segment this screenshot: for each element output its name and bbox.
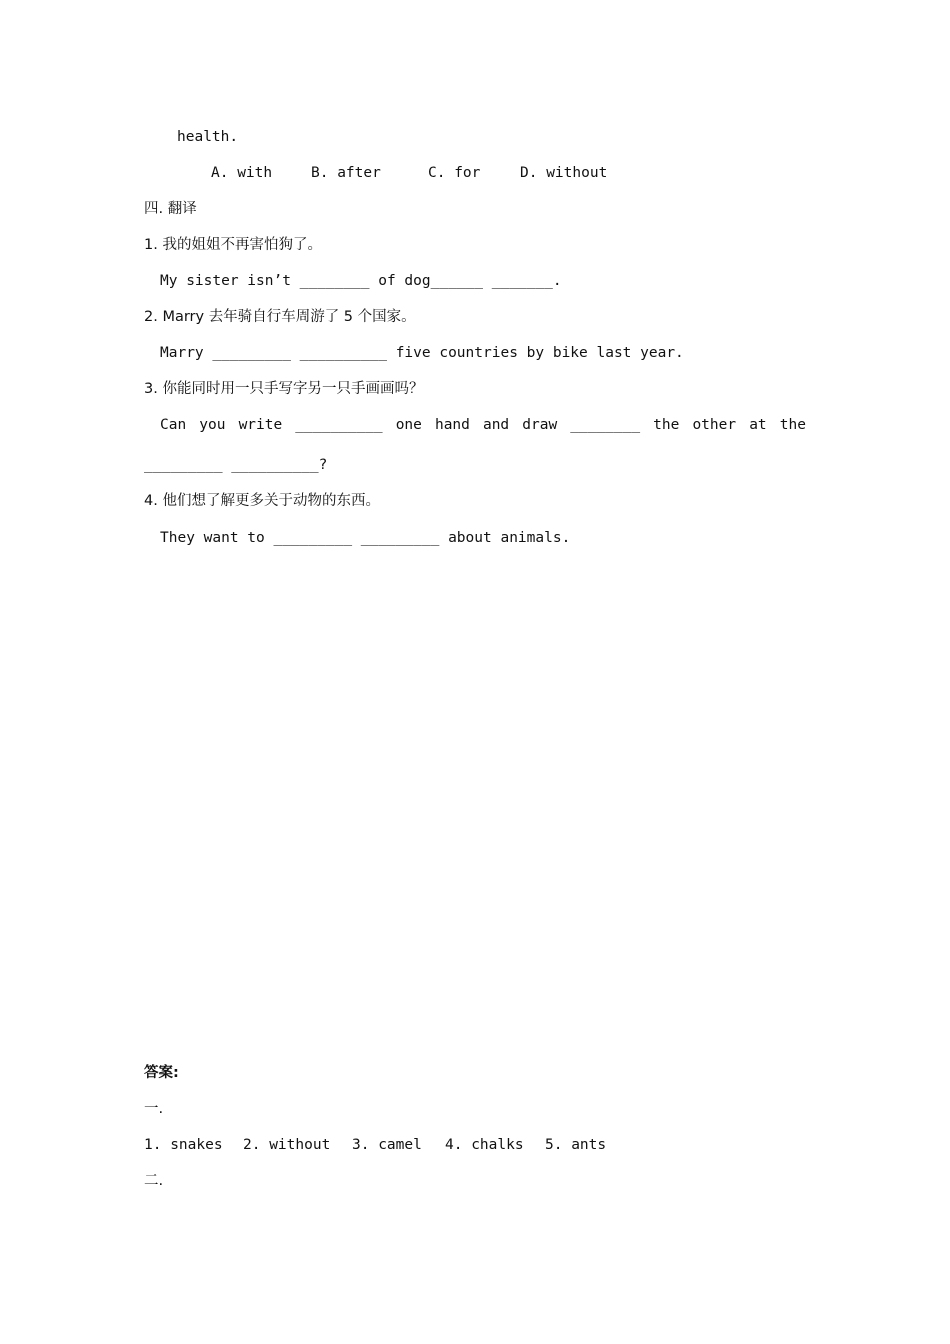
q3-word: hand (434, 417, 470, 433)
q3-word: write (238, 417, 283, 433)
carryover-text: health. (177, 129, 239, 145)
q3-word: the (653, 417, 680, 433)
q3-word: draw (522, 417, 558, 433)
question-2-en: Marry _________ __________ five countries by bike last year. (160, 345, 684, 361)
answers-part-1-label: 一. (144, 1101, 164, 1117)
option-a: A. with (211, 165, 273, 181)
question-1-cn: 1. 我的姐姐不再害怕狗了。 (144, 237, 322, 253)
q3-word: you (199, 417, 226, 433)
q3-blank: ________ (570, 417, 641, 433)
q3-word: one (395, 417, 422, 433)
q3-word: at (749, 417, 767, 433)
option-b: B. after (311, 165, 381, 181)
q3-word: and (482, 417, 510, 433)
answers-heading: 答案: (144, 1065, 179, 1081)
question-3-cn: 3. 你能同时用一只手写字另一只手画画吗？ (144, 381, 424, 397)
question-2-cn: 2. Marry 去年骑自行车周游了 5 个国家。 (144, 309, 416, 325)
question-4-en: They want to _________ _________ about animals. (160, 530, 571, 546)
question-3-en (160, 415, 806, 435)
q3-word: Can (160, 417, 187, 433)
answer-item: 3. camel (352, 1137, 422, 1153)
section-heading: 四. 翻译 (144, 201, 197, 217)
answer-item: 4. chalks (445, 1137, 524, 1153)
question-4-cn: 4. 他们想了解更多关于动物的东西。 (144, 493, 380, 509)
option-c: C. for (428, 165, 481, 181)
answer-item: 2. without (243, 1137, 331, 1153)
answer-item: 5. ants (545, 1137, 607, 1153)
answers-part-2-label: 二. (144, 1173, 164, 1189)
q3-word: other (692, 417, 737, 433)
question-3-en-continued: _________ __________? (144, 457, 328, 473)
option-d: D. without (520, 165, 608, 181)
q3-word: the (779, 417, 806, 433)
answer-item: 1. snakes (144, 1137, 223, 1153)
q3-blank: __________ (295, 417, 383, 433)
question-1-en: My sister isn’t ________ of dog______ _______. (160, 273, 562, 289)
